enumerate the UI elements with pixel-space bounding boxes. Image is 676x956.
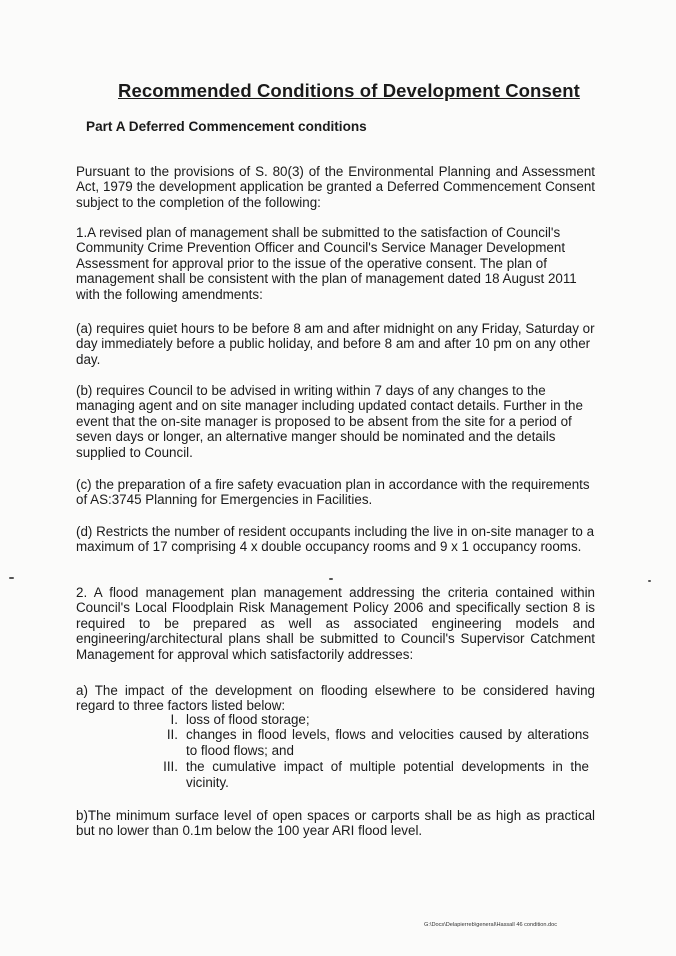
list-item — [140, 712, 589, 727]
condition-1d-paragraph: (d) Restricts the number of resident occupants including the live in on-site manager to a maximum of 17 comprising 4 x double occupancy rooms and 9 x 1 occupancy rooms. — [76, 524, 595, 555]
list-item — [140, 759, 589, 790]
document-title: Recommended Conditions of Development Consent — [118, 80, 580, 101]
list-item-text: changes in flood levels, flows and velocities caused by alterations to flood flows; and — [186, 727, 589, 758]
condition-1c-paragraph: (c) the preparation of a fire safety evacuation plan in accordance with the requirements of AS:3745 Planning for Emergencies in Facilities. — [76, 477, 590, 508]
list-item-text: loss of flood storage; — [186, 712, 310, 727]
part-heading: Part A Deferred Commencement conditions — [86, 119, 367, 134]
list-item-number: II. — [166, 727, 178, 743]
condition-1a-paragraph: (a) requires quiet hours to be before 8 am and after midnight on any Friday, Saturday or day immediately before a public holiday, and before 8 am and after 10 pm on any other day. — [76, 321, 595, 367]
list-item-number: III. — [163, 759, 178, 775]
condition-2a-paragraph: a) The impact of the development on flooding elsewhere to be considered having regard to three factors listed below: — [76, 683, 595, 714]
footer-file-path: G:\Docs\Delapierreb\general\Hassall 46 condition.doc — [424, 922, 558, 928]
condition-1b-paragraph: (b) requires Council to be advised in writing within 7 days of any changes to the managing agent and on site manager including updated contact details. Further in the event that the on-site manager is proposed to be absent from the site for a period of seven days or longer, an alternative manger should be nominated and the details supplied to Council. — [76, 383, 583, 460]
condition-2-paragraph: 2. A flood management plan management addressing the criteria contained within Council's Local Floodplain Risk Management Policy 2006 and specifically section 8 is required to be prepared as well as associated engineering models and engineering/architectural plans shall be submitted to Council's Supervisor Catchment Management for approval which satisfactorily addresses: — [76, 585, 595, 662]
scan-mark — [9, 577, 14, 579]
list-item-text: the cumulative impact of multiple potential developments in the vicinity. — [186, 759, 589, 790]
list-item — [140, 727, 589, 758]
intro-paragraph: Pursuant to the provisions of S. 80(3) of the Environmental Planning and Assessment Act, 1979 the development application be granted a Deferred Commencement Consent subject to the completion of the following: — [76, 164, 595, 210]
scan-mark — [648, 580, 651, 582]
list-item-number: I. — [170, 712, 178, 727]
flood-factors-list — [140, 712, 589, 790]
scan-mark — [329, 578, 333, 580]
condition-1-paragraph: 1.A revised plan of management shall be submitted to the satisfaction of Council's Community Crime Prevention Officer and Council's Service Manager Development Assessment for approval prior to the issue of the operative consent. The plan of management shall be consistent with the plan of management dated 18 August 2011 with the following amendments: — [76, 225, 577, 302]
condition-2b-paragraph: b)The minimum surface level of open spaces or carports shall be as high as practical but no lower than 0.1m below the 100 year ARI flood level. — [76, 808, 595, 839]
